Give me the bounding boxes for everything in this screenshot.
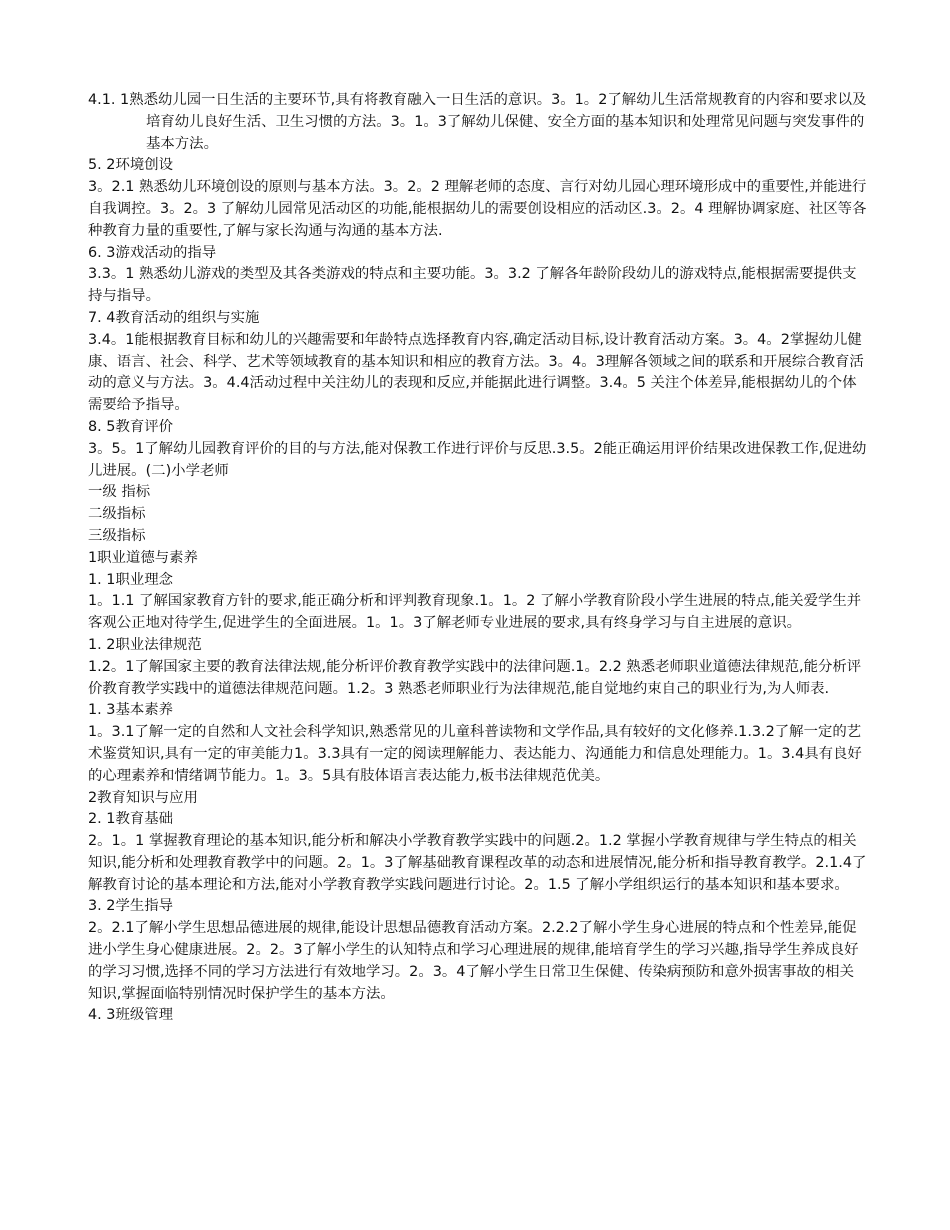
heading-environment-design: 5. 2环境创设 — [88, 157, 174, 174]
paragraph-3-5: 3。5。1了解幼儿园教育评价的目的与方法,能对保教工作进行评价与反思.3.5。2能正确运用评价结果改进保教工作,促进幼儿进展。(二)小学老师 — [88, 440, 867, 479]
heading-legal-norms: 1. 2职业法律规范 — [88, 636, 202, 653]
paragraph-4-1: 4.1. 1熟悉幼儿园一日生活的主要环节,具有将教育融入一日生活的意识。3。1。2了解幼儿生活常规教育的内容和要求以及培育幼儿良好生活、卫生习惯的方法。3。1。3了解幼儿保健、安全方面的基本知识和处理常见问题与突发事件的基本方法。 — [88, 92, 867, 152]
heading-education-evaluation: 8. 5教育评价 — [88, 418, 174, 435]
paragraph-3-3: 3.3。1 熟悉幼儿游戏的类型及其各类游戏的特点和主要功能。3。3.2 了解各年龄阶段幼儿的游戏特点,能根据需要提供支持与指导。 — [88, 266, 857, 305]
paragraph-1-2: 1.2。1了解国家主要的教育法律法规,能分析评价教育教学实践中的法律问题.1。2.2 熟悉老师职业道德法律规范,能分析评价教育教学实践中的道德法律规范问题。1.2。3 熟悉老师职业行为法律规范,能自觉地约束自己的职业行为,为人师表. — [88, 658, 862, 697]
label-level-2-indicator: 二级指标 — [88, 506, 146, 523]
heading-professional-ethics: 1职业道德与素养 — [88, 549, 198, 566]
heading-class-management: 4. 3班级管理 — [88, 1007, 174, 1024]
heading-game-guidance: 6. 3游戏活动的指导 — [88, 244, 217, 261]
heading-professional-philosophy: 1. 1职业理念 — [88, 571, 174, 588]
paragraph-1-1: 1。1.1 了解国家教育方针的要求,能正确分析和评判教育现象.1。1。2 了解小学教育阶段小学生进展的特点,能关爱学生并客观公正地对待学生,促进学生的全面进展。1。1。3了解老师专业进展的要求,具有终身学习与自主进展的意识。 — [88, 593, 862, 632]
heading-education-foundation: 2. 1教育基础 — [88, 811, 174, 828]
label-level-3-indicator: 三级指标 — [88, 527, 146, 544]
paragraph-2-1: 2。1。1 掌握教育理论的基本知识,能分析和解决小学教育教学实践中的问题.2。1.2 掌握小学教育规律与学生特点的相关知识,能分析和处理教育教学中的问题。2。1。3了解基础教育课程改革的动态和进展情况,能分析和指导教育教学。2.1.4了解教育讨论的基本理论和方法,能对小学教育教学实践问题进行讨论。2。1.5 了解小学组织运行的基本知识和基本要求。 — [88, 833, 867, 893]
heading-activity-organization: 7. 4教育活动的组织与实施 — [88, 309, 260, 326]
paragraph-1-3: 1。3.1了解一定的自然和人文社会科学知识,熟悉常见的儿童科普读物和文学作品,具有较好的文化修养.1.3.2了解一定的艺术鉴赏知识,具有一定的审美能力1。3.3具有一定的阅读理解能力、表达能力、沟通能力和信息处理能力。1。3.4具有良好的心理素养和情绪调节能力。1。3。5具有肢体语言表达能力,板书法律规范优美。 — [88, 724, 862, 784]
paragraph-3-2: 3。2.1 熟悉幼儿环境创设的原则与基本方法。3。2。2 理解老师的态度、言行对幼儿园心理环境形成中的重要性,并能进行自我调控。3。2。3 了解幼儿园常见活动区的功能,能根据幼儿的需要创设相应的活动区.3。2。4 理解协调家庭、社区等各种教育力量的重要性,了解与家长沟通与沟通的基本方法. — [88, 179, 867, 239]
heading-education-knowledge: 2教育知识与应用 — [88, 789, 198, 806]
heading-student-guidance: 3. 2学生指导 — [88, 898, 174, 915]
label-level-1-indicator: 一级 指标 — [88, 484, 151, 501]
document-body — [88, 90, 868, 1027]
paragraph-3-4: 3.4。1能根据教育目标和幼儿的兴趣需要和年龄特点选择教育内容,确定活动目标,设计教育活动方案。3。4。2掌握幼儿健康、语言、社会、科学、艺术等领域教育的基本知识和相应的教育方法。3。4。3理解各领域之间的联系和开展综合教育活动的意义与方法。3。4.4活动过程中关注幼儿的表现和反应,并能据此进行调整。3.4。5 关注个体差异,能根据幼儿的个体需要给予指导。 — [88, 331, 864, 414]
heading-basic-literacy: 1. 3基本素养 — [88, 702, 174, 719]
paragraph-2-2: 2。2.1了解小学生思想品德进展的规律,能设计思想品德教育活动方案。2.2.2了解小学生身心进展的特点和个性差异,能促进小学生身心健康进展。2。2。3了解小学生的认知特点和学习心理进展的规律,能培育学生的学习兴趣,指导学生养成良好的学习习惯,选择不同的学习方法进行有效地学习。2。3。4了解小学生日常卫生保健、传染病预防和意外损害事故的相关知识,掌握面临特别情况时保护学生的基本方法。 — [88, 920, 859, 1002]
